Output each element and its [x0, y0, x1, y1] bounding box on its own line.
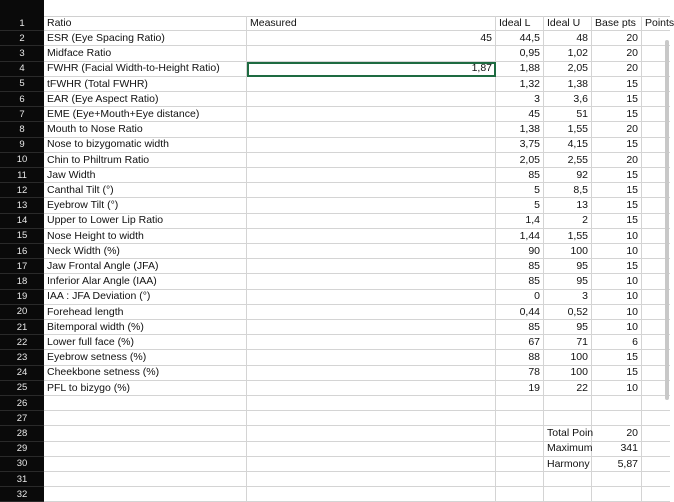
row-number[interactable]: 17	[0, 259, 44, 274]
ratio-cell[interactable]: Eyebrow setness (%)	[44, 350, 247, 365]
ideal-u-cell[interactable]: Total Poin	[544, 426, 592, 441]
ratio-cell[interactable]	[44, 442, 247, 457]
table-row	[0, 366, 670, 381]
ratio-cell[interactable]: ESR (Eye Spacing Ratio)	[44, 31, 247, 46]
ideal-l-cell[interactable]: 1,88	[496, 62, 544, 77]
row-number[interactable]: 13	[0, 198, 44, 213]
ideal-l-cell[interactable]: 1,44	[496, 229, 544, 244]
select-all-corner[interactable]	[0, 0, 44, 16]
measured-cell[interactable]	[247, 229, 496, 244]
row-number[interactable]: 3	[0, 46, 44, 61]
ideal-l-cell[interactable]: 85	[496, 259, 544, 274]
row-number[interactable]: 4	[0, 62, 44, 77]
table-row	[0, 107, 670, 122]
header-cell-ideal-u[interactable]: Ideal U	[544, 16, 592, 31]
ideal-u-cell[interactable]	[544, 487, 592, 502]
base-pts-cell[interactable]: 10	[592, 244, 642, 259]
table-row	[0, 183, 670, 198]
ideal-u-cell[interactable]: 100	[544, 244, 592, 259]
base-pts-cell[interactable]	[592, 487, 642, 502]
measured-cell[interactable]	[247, 168, 496, 183]
base-pts-cell[interactable]: 10	[592, 290, 642, 305]
measured-cell[interactable]: 45	[247, 31, 496, 46]
ratio-cell[interactable]: EAR (Eye Aspect Ratio)	[44, 92, 247, 107]
ratio-cell[interactable]: tFWHR (Total FWHR)	[44, 77, 247, 92]
table-row	[0, 426, 670, 441]
ideal-u-cell[interactable]: 13	[544, 198, 592, 213]
measured-cell[interactable]	[247, 274, 496, 289]
ideal-u-cell[interactable]: 95	[544, 320, 592, 335]
base-pts-cell[interactable]: 15	[592, 198, 642, 213]
ratio-cell[interactable]: Cheekbone setness (%)	[44, 366, 247, 381]
ratio-cell[interactable]: Midface Ratio	[44, 46, 247, 61]
ideal-l-cell[interactable]: 2,05	[496, 153, 544, 168]
measured-cell[interactable]	[247, 320, 496, 335]
table-row	[0, 214, 670, 229]
measured-cell[interactable]	[247, 138, 496, 153]
ideal-l-cell[interactable]	[496, 472, 544, 487]
measured-cell[interactable]	[247, 259, 496, 274]
measured-cell[interactable]	[247, 153, 496, 168]
table-row	[0, 274, 670, 289]
ideal-u-cell[interactable]: 51	[544, 107, 592, 122]
ideal-l-cell[interactable]: 1,32	[496, 77, 544, 92]
ratio-cell[interactable]: Nose Height to width	[44, 229, 247, 244]
table-row	[0, 92, 670, 107]
measured-cell[interactable]	[247, 122, 496, 137]
base-pts-cell[interactable]: 20	[592, 122, 642, 137]
base-pts-cell[interactable]: 20	[592, 62, 642, 77]
header-cell-measured[interactable]: Measured	[247, 16, 496, 31]
base-pts-cell[interactable]	[592, 411, 642, 426]
base-pts-cell[interactable]: 10	[592, 274, 642, 289]
ideal-l-cell[interactable]: 0	[496, 290, 544, 305]
measured-cell[interactable]	[247, 183, 496, 198]
table-row	[0, 62, 670, 77]
ideal-u-cell[interactable]: 1,02	[544, 46, 592, 61]
ideal-l-cell[interactable]: 1,4	[496, 214, 544, 229]
measured-cell[interactable]	[247, 442, 496, 457]
header-cell-ratio[interactable]: Ratio	[44, 16, 247, 31]
ratio-cell[interactable]	[44, 396, 247, 411]
ideal-u-cell[interactable]	[544, 396, 592, 411]
row-number[interactable]: 2	[0, 31, 44, 46]
ratio-cell[interactable]	[44, 457, 247, 472]
row-number[interactable]: 10	[0, 153, 44, 168]
points-cell[interactable]	[642, 472, 670, 487]
measured-cell[interactable]	[247, 77, 496, 92]
ratio-cell[interactable]: Nose to bizygomatic width	[44, 138, 247, 153]
measured-cell[interactable]	[247, 457, 496, 472]
header-cell-ideal-l[interactable]: Ideal L	[496, 16, 544, 31]
ratio-cell[interactable]: Bitemporal width (%)	[44, 320, 247, 335]
base-pts-cell[interactable]: 15	[592, 138, 642, 153]
base-pts-cell[interactable]	[592, 472, 642, 487]
measured-cell[interactable]	[247, 411, 496, 426]
base-pts-cell[interactable]: 15	[592, 259, 642, 274]
ideal-u-cell[interactable]: 1,55	[544, 229, 592, 244]
measured-cell[interactable]	[247, 305, 496, 320]
table-row	[0, 122, 670, 137]
ideal-u-cell[interactable]: 8,5	[544, 183, 592, 198]
ratio-cell[interactable]: Chin to Philtrum Ratio	[44, 153, 247, 168]
ratio-cell[interactable]: Upper to Lower Lip Ratio	[44, 214, 247, 229]
row-number[interactable]: 27	[0, 411, 44, 426]
ideal-u-cell[interactable]: 48	[544, 31, 592, 46]
ideal-l-cell[interactable]: 85	[496, 274, 544, 289]
base-pts-cell[interactable]: 20	[592, 46, 642, 61]
table-row	[0, 396, 670, 411]
ratio-cell[interactable]	[44, 487, 247, 502]
ideal-l-cell[interactable]: 78	[496, 366, 544, 381]
row-number[interactable]: 5	[0, 77, 44, 92]
vertical-scrollbar[interactable]	[665, 40, 669, 400]
base-pts-cell[interactable]: 15	[592, 77, 642, 92]
ideal-l-cell[interactable]: 85	[496, 320, 544, 335]
table-row	[0, 290, 670, 305]
ideal-u-cell[interactable]	[544, 472, 592, 487]
ideal-l-cell[interactable]: 5	[496, 198, 544, 213]
ideal-l-cell[interactable]: 19	[496, 381, 544, 396]
row-number[interactable]: 24	[0, 366, 44, 381]
ideal-l-cell[interactable]: 0,44	[496, 305, 544, 320]
table-row	[0, 168, 670, 183]
table-row	[0, 350, 670, 365]
ratio-cell[interactable]	[44, 472, 247, 487]
base-pts-cell[interactable]: 15	[592, 107, 642, 122]
ideal-u-cell[interactable]: 100	[544, 366, 592, 381]
table-row	[0, 472, 670, 487]
table-row	[0, 31, 670, 46]
ratio-cell[interactable]: EME (Eye+Mouth+Eye distance)	[44, 107, 247, 122]
ideal-u-cell[interactable]: 95	[544, 259, 592, 274]
ideal-u-cell[interactable]: 22	[544, 381, 592, 396]
base-pts-cell[interactable]: 5,87	[592, 457, 642, 472]
ideal-l-cell[interactable]: 5	[496, 183, 544, 198]
row-number[interactable]: 16	[0, 244, 44, 259]
row-number[interactable]: 15	[0, 229, 44, 244]
row-number[interactable]: 31	[0, 472, 44, 487]
table-row	[0, 198, 670, 213]
base-pts-cell[interactable]: 10	[592, 229, 642, 244]
row-number[interactable]: 8	[0, 122, 44, 137]
measured-cell[interactable]	[247, 381, 496, 396]
measured-cell[interactable]: 1,87	[247, 62, 496, 77]
ratio-cell[interactable]: Lower full face (%)	[44, 335, 247, 350]
ideal-u-cell[interactable]: 0,52	[544, 305, 592, 320]
ideal-u-cell[interactable]: 2	[544, 214, 592, 229]
measured-cell[interactable]	[247, 244, 496, 259]
ideal-u-cell[interactable]: 2,05	[544, 62, 592, 77]
measured-cell[interactable]	[247, 335, 496, 350]
points-cell[interactable]	[642, 457, 670, 472]
ratio-cell[interactable]: Forehead length	[44, 305, 247, 320]
points-cell[interactable]	[642, 426, 670, 441]
table-row	[0, 77, 670, 92]
ideal-u-cell[interactable]: 1,38	[544, 77, 592, 92]
ideal-u-cell[interactable]: Maximum	[544, 442, 592, 457]
ideal-l-cell[interactable]	[496, 396, 544, 411]
measured-cell[interactable]	[247, 350, 496, 365]
ideal-u-cell[interactable]: 4,15	[544, 138, 592, 153]
ideal-l-cell[interactable]	[496, 411, 544, 426]
measured-cell[interactable]	[247, 46, 496, 61]
ratio-cell[interactable]: Jaw Frontal Angle (JFA)	[44, 259, 247, 274]
ideal-l-cell[interactable]: 88	[496, 350, 544, 365]
ideal-l-cell[interactable]: 85	[496, 168, 544, 183]
measured-cell[interactable]	[247, 487, 496, 502]
ideal-u-cell[interactable]: 1,55	[544, 122, 592, 137]
ratio-cell[interactable]	[44, 426, 247, 441]
points-cell[interactable]	[642, 442, 670, 457]
row-number[interactable]: 6	[0, 92, 44, 107]
ideal-l-cell[interactable]: 3,75	[496, 138, 544, 153]
base-pts-cell[interactable]: 10	[592, 320, 642, 335]
base-pts-cell[interactable]: 341	[592, 442, 642, 457]
base-pts-cell[interactable]	[592, 396, 642, 411]
table-row	[0, 244, 670, 259]
ratio-cell[interactable]: IAA : JFA Deviation (°)	[44, 290, 247, 305]
table-row	[0, 153, 670, 168]
ideal-u-cell[interactable]: 2,55	[544, 153, 592, 168]
ratio-cell[interactable]: Eyebrow Tilt (°)	[44, 198, 247, 213]
column-header-strip	[0, 0, 670, 17]
ratio-cell[interactable]: Mouth to Nose Ratio	[44, 122, 247, 137]
ideal-l-cell[interactable]	[496, 426, 544, 441]
ideal-u-cell[interactable]: 95	[544, 274, 592, 289]
base-pts-cell[interactable]: 6	[592, 335, 642, 350]
table-row	[0, 457, 670, 472]
row-number[interactable]: 21	[0, 320, 44, 335]
base-pts-cell[interactable]: 20	[592, 153, 642, 168]
points-cell[interactable]	[642, 487, 670, 502]
ratio-cell[interactable]: FWHR (Facial Width-to-Height Ratio)	[44, 62, 247, 77]
ideal-u-cell[interactable]	[544, 411, 592, 426]
table-row	[0, 487, 670, 502]
ideal-l-cell[interactable]: 3	[496, 92, 544, 107]
ratio-cell[interactable]: Inferior Alar Angle (IAA)	[44, 274, 247, 289]
row-number[interactable]: 23	[0, 350, 44, 365]
measured-cell[interactable]	[247, 366, 496, 381]
ideal-l-cell[interactable]	[496, 442, 544, 457]
ideal-l-cell[interactable]: 0,95	[496, 46, 544, 61]
ratio-cell[interactable]	[44, 411, 247, 426]
measured-cell[interactable]	[247, 396, 496, 411]
table-row	[0, 229, 670, 244]
ideal-l-cell[interactable]	[496, 457, 544, 472]
header-row	[0, 16, 674, 31]
row-number[interactable]: 22	[0, 335, 44, 350]
measured-cell[interactable]	[247, 198, 496, 213]
table-row	[0, 46, 670, 61]
base-pts-cell[interactable]: 15	[592, 183, 642, 198]
ideal-u-cell[interactable]: 100	[544, 350, 592, 365]
ideal-u-cell[interactable]: 71	[544, 335, 592, 350]
table-row	[0, 320, 670, 335]
ideal-l-cell[interactable]: 90	[496, 244, 544, 259]
row-number[interactable]: 25	[0, 381, 44, 396]
base-pts-cell[interactable]: 15	[592, 168, 642, 183]
base-pts-cell[interactable]: 20	[592, 426, 642, 441]
ideal-l-cell[interactable]: 45	[496, 107, 544, 122]
ideal-l-cell[interactable]: 67	[496, 335, 544, 350]
table-row	[0, 411, 670, 426]
ideal-l-cell[interactable]: 44,5	[496, 31, 544, 46]
ideal-l-cell[interactable]: 1,38	[496, 122, 544, 137]
measured-cell[interactable]	[247, 107, 496, 122]
measured-cell[interactable]	[247, 472, 496, 487]
row-number[interactable]: 32	[0, 487, 44, 502]
points-cell[interactable]	[642, 411, 670, 426]
row-number[interactable]: 11	[0, 168, 44, 183]
base-pts-cell[interactable]: 15	[592, 350, 642, 365]
base-pts-cell[interactable]: 15	[592, 92, 642, 107]
ratio-cell[interactable]: Canthal Tilt (°)	[44, 183, 247, 198]
measured-cell[interactable]	[247, 214, 496, 229]
row-number[interactable]: 26	[0, 396, 44, 411]
measured-cell[interactable]	[247, 426, 496, 441]
row-number[interactable]: 7	[0, 107, 44, 122]
ideal-u-cell[interactable]: 3,6	[544, 92, 592, 107]
measured-cell[interactable]	[247, 92, 496, 107]
measured-cell[interactable]	[247, 290, 496, 305]
table-row	[0, 442, 670, 457]
ideal-u-cell[interactable]: Harmony	[544, 457, 592, 472]
ideal-u-cell[interactable]: 3	[544, 290, 592, 305]
base-pts-cell[interactable]: 20	[592, 31, 642, 46]
row-number[interactable]: 1	[0, 16, 44, 31]
ratio-cell[interactable]: Neck Width (%)	[44, 244, 247, 259]
table-row	[0, 259, 670, 274]
row-number[interactable]: 19	[0, 290, 44, 305]
row-number[interactable]: 9	[0, 138, 44, 153]
header-cell-base[interactable]: Base pts	[592, 16, 642, 31]
row-number[interactable]: 20	[0, 305, 44, 320]
row-number[interactable]: 30	[0, 457, 44, 472]
ratio-cell[interactable]: PFL to bizygo (%)	[44, 381, 247, 396]
ideal-u-cell[interactable]: 92	[544, 168, 592, 183]
row-number[interactable]: 14	[0, 214, 44, 229]
header-cell-points[interactable]: Points	[642, 16, 670, 31]
row-number[interactable]: 18	[0, 274, 44, 289]
table-row	[0, 305, 670, 320]
base-pts-cell[interactable]: 10	[592, 305, 642, 320]
base-pts-cell[interactable]: 10	[592, 381, 642, 396]
row-number[interactable]: 28	[0, 426, 44, 441]
base-pts-cell[interactable]: 15	[592, 366, 642, 381]
base-pts-cell[interactable]: 15	[592, 214, 642, 229]
table-row	[0, 381, 670, 396]
table-row	[0, 138, 670, 153]
row-number[interactable]: 12	[0, 183, 44, 198]
row-number[interactable]: 29	[0, 442, 44, 457]
table-row	[0, 335, 670, 350]
ratio-cell[interactable]: Jaw Width	[44, 168, 247, 183]
ideal-l-cell[interactable]	[496, 487, 544, 502]
